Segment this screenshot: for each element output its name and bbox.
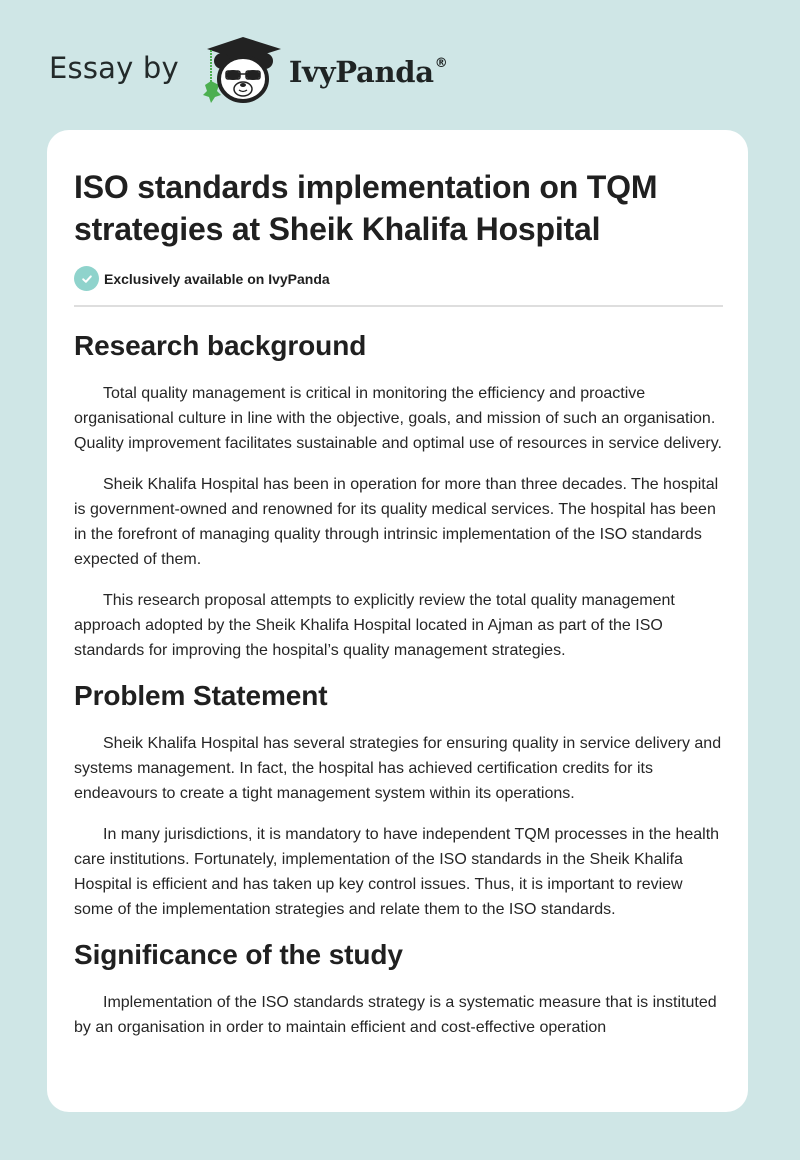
title-divider [74, 305, 723, 307]
panda-graduate-icon [197, 35, 285, 107]
section-heading: Research background [74, 330, 367, 361]
brand-prefix: Essay by [49, 51, 179, 85]
section-heading: Problem Statement [74, 680, 328, 711]
exclusive-badge-text: Exclusively available on IvyPanda [104, 270, 330, 287]
section-research-background [74, 329, 722, 663]
section-significance [74, 938, 722, 1040]
registered-mark: ® [434, 56, 448, 72]
check-circle-icon [74, 266, 99, 291]
brand-name: IvyPanda® [288, 55, 448, 89]
section-heading: Significance of the study [74, 939, 403, 970]
exclusive-badge [74, 266, 722, 291]
paragraph: Sheik Khalifa Hospital has several strategies for ensuring quality in service delivery and systems management. In fact, the hospital has achieved certification credits for its endeavours to create a tight management system within its operations. [74, 735, 722, 802]
essay-card [47, 130, 748, 1112]
essay-title: ISO standards implementation on TQM strategies at Sheik Khalifa Hospital [74, 169, 658, 247]
paragraph: Sheik Khalifa Hospital has been in operation for more than three decades. The hospital is government-owned and renowned for its quality medical services. The hospital has been in the forefront of managing quality through intrinsic implementation of the ISO standards expected of them. [74, 476, 719, 568]
section-problem-statement [74, 679, 722, 922]
paragraph: Total quality management is critical in monitoring the efficiency and proactive organisational culture in line with the objective, goals, and mission of such an organisation. Quality improvement facilitates sustainable and optimal use of resources in service delivery. [74, 385, 722, 452]
brand-header[interactable] [49, 36, 447, 106]
paragraph: This research proposal attempts to explicitly review the total quality management approach adopted by the Sheik Khalifa Hospital located in Ajman as part of the ISO standards for improving the hospital’s quality management strategies. [74, 592, 675, 659]
paragraph: Implementation of the ISO standards strategy is a systematic measure that is instituted by an organisation in order to maintain efficient and cost-effective operation [74, 994, 717, 1036]
paragraph: In many jurisdictions, it is mandatory to have independent TQM processes in the health care institutions. Fortunately, implementation of the ISO standards in the Sheik Khalifa Hospital is efficient and has taken up key control issues. Thus, it is important to review some of the implementation strategies and relate them to the ISO standards. [74, 826, 720, 918]
